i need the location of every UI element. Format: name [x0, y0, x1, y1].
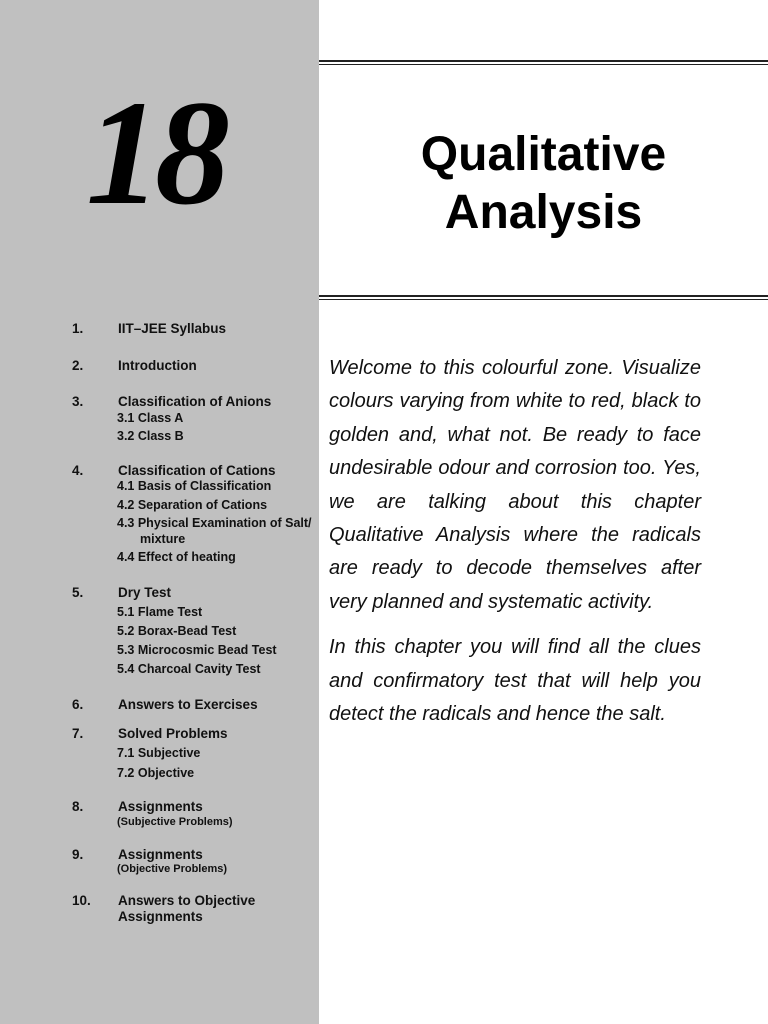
- toc-title: Answers to Exercises: [118, 697, 258, 712]
- toc-note: (Subjective Problems): [117, 816, 233, 828]
- toc-title: Dry Test: [118, 585, 172, 600]
- toc-number: 8.: [72, 799, 84, 814]
- toc-number: 1.: [72, 321, 84, 336]
- toc-number: 2.: [72, 358, 84, 373]
- toc-subitem: 5.1 Flame Test: [117, 605, 203, 619]
- toc-subitem: 3.1 Class A: [117, 411, 184, 425]
- toc-subitem-continuation: mixture: [140, 532, 186, 546]
- intro-paragraph-1: Welcome to this colourful zone. Visualize colours varying from white to red, black to golden and, what not. Be ready to face undesirable odour and corrosion too. Yes, we are talking about this chapter Qualitative Analysis where the radicals are ready to decode themselves after very planned and systematic activity.: [329, 357, 701, 613]
- chapter-title-line1: Qualitative: [420, 128, 667, 181]
- toc-subitem: 4.3 Physical Examination of Salt/: [117, 516, 312, 530]
- toc-title: IIT–JEE Syllabus: [118, 321, 227, 336]
- toc-note: (Objective Problems): [117, 863, 228, 875]
- toc-title: Answers to Objective: [118, 893, 256, 908]
- toc-title: Classification of Anions: [118, 394, 272, 409]
- toc-subitem: 4.1 Basis of Classification: [117, 479, 272, 493]
- toc-number: 4.: [72, 463, 84, 478]
- toc-title: Assignments: [118, 847, 203, 862]
- toc-subitem: 7.2 Objective: [117, 766, 195, 780]
- toc-subitem: 5.4 Charcoal Cavity Test: [117, 662, 261, 676]
- bottom-divider: [319, 295, 768, 300]
- toc-title: Classification of Cations: [118, 463, 276, 478]
- intro-paragraph-2: In this chapter you will find all the clues and confirmatory test that will help you detect the radicals and hence the salt.: [329, 636, 701, 726]
- chapter-number: 18: [86, 70, 224, 236]
- toc-number: 3.: [72, 394, 84, 409]
- chapter-introduction: [329, 352, 701, 743]
- toc-subitem: 7.1 Subjective: [117, 746, 201, 760]
- toc-title: Introduction: [118, 358, 197, 373]
- chapter-title: [319, 126, 768, 242]
- chapter-title-line2: Analysis: [444, 186, 643, 239]
- top-divider: [319, 60, 768, 65]
- toc-title: Solved Problems: [118, 726, 228, 741]
- toc-subitem: 4.4 Effect of heating: [117, 550, 236, 564]
- toc-subitem: 5.2 Borax-Bead Test: [117, 624, 237, 638]
- toc-number: 9.: [72, 847, 84, 862]
- toc-subitem: 4.2 Separation of Cations: [117, 498, 268, 512]
- toc-number: 7.: [72, 726, 84, 741]
- toc-title: Assignments: [118, 799, 203, 814]
- toc-subitem: 5.3 Microcosmic Bead Test: [117, 643, 277, 657]
- toc-subitem: 3.2 Class B: [117, 429, 184, 443]
- toc-number: 6.: [72, 697, 84, 712]
- toc-title-continuation: Assignments: [118, 909, 203, 924]
- toc-number: 10.: [72, 893, 91, 908]
- toc-number: 5.: [72, 585, 84, 600]
